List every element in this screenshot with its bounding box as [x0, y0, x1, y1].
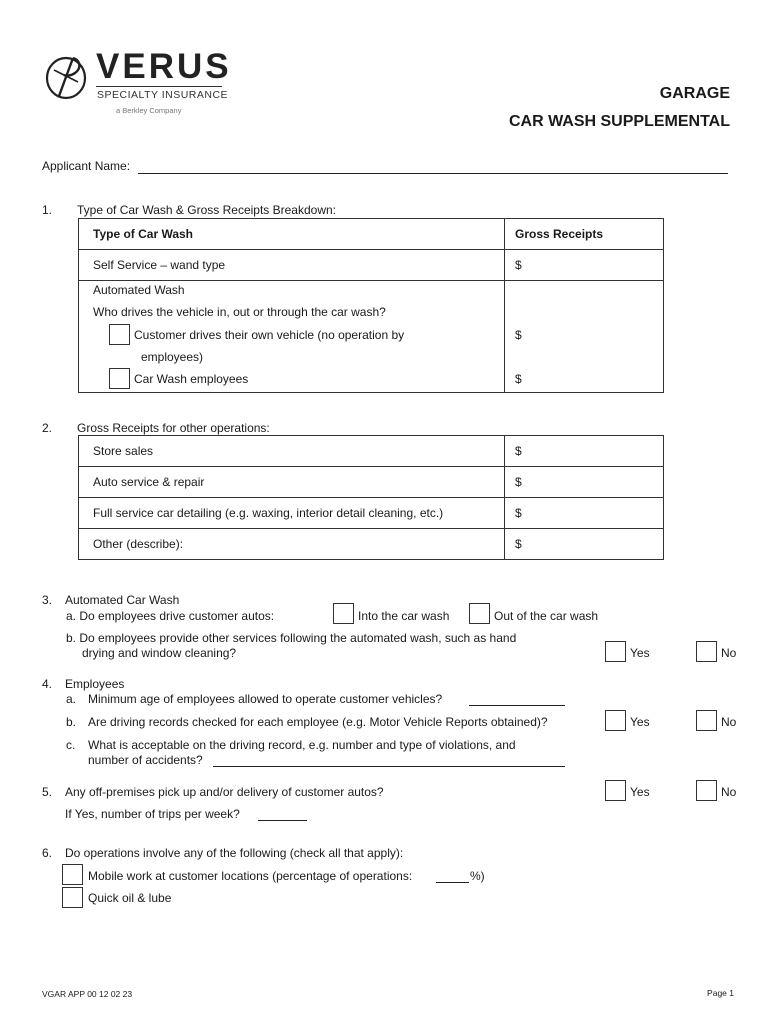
q4b-yes-label: Yes	[630, 715, 650, 729]
q5-no-label: No	[721, 785, 737, 799]
q1-text: Type of Car Wash & Gross Receipts Breakdown:	[77, 203, 336, 217]
q4b-text: Are driving records checked for each employee (e.g. Motor Vehicle Reports obtained)?	[88, 715, 548, 729]
q5-text: Any off-premises pick up and/or delivery of customer autos?	[65, 785, 384, 799]
who-drives-question: Who drives the vehicle in, out or through the car wash?	[93, 305, 386, 319]
row-automated-wash	[79, 281, 505, 393]
q5-yes-checkbox[interactable]	[605, 780, 626, 801]
q3b-text-cont: drying and window cleaning?	[82, 646, 237, 660]
q4a-text: Minimum age of employees allowed to operate customer vehicles?	[88, 692, 443, 706]
other-operations-table	[78, 435, 664, 560]
customer-drives-checkbox[interactable]	[109, 324, 130, 345]
q4c-text: What is acceptable on the driving record, e.g. number and type of violations, and	[88, 738, 516, 752]
row-automated-wash-amounts	[505, 281, 664, 393]
row-full-service-detailing-amount[interactable]: $	[505, 498, 664, 529]
row-self-service-amount[interactable]: $	[505, 250, 664, 281]
row-full-service-detailing: Full service car detailing (e.g. waxing, interior detail cleaning, etc.)	[79, 498, 505, 529]
q6-number: 6.	[42, 846, 53, 860]
mobile-percentage-field[interactable]	[436, 882, 469, 883]
q4b-no-checkbox[interactable]	[696, 710, 717, 731]
mobile-work-label: Mobile work at customer locations (percentage of operations:	[88, 869, 413, 883]
applicant-name-label: Applicant Name:	[42, 159, 131, 173]
car-wash-employees-label: Car Wash employees	[134, 372, 249, 386]
q3b-yes-label: Yes	[630, 646, 650, 660]
company-parent-text: a Berkley Company	[116, 106, 182, 115]
trips-per-week-field[interactable]	[258, 820, 307, 821]
mobile-work-checkbox[interactable]	[62, 864, 83, 885]
form-title-line2: CAR WASH SUPPLEMENTAL	[508, 113, 730, 130]
row-store-sales: Store sales	[79, 436, 505, 467]
out-of-car-wash-checkbox[interactable]	[469, 603, 490, 624]
q4b-label: b.	[66, 715, 77, 729]
form-title-line1: GARAGE	[659, 85, 730, 102]
car-wash-employees-amount[interactable]: $	[515, 372, 522, 386]
q5-no-checkbox[interactable]	[696, 780, 717, 801]
out-of-car-wash-label: Out of the car wash	[494, 609, 599, 623]
q4b-no-label: No	[721, 715, 737, 729]
row-auto-service-amount[interactable]: $	[505, 467, 664, 498]
page-number: Page 1	[707, 988, 734, 998]
applicant-name-field[interactable]	[138, 173, 728, 174]
into-car-wash-checkbox[interactable]	[333, 603, 354, 624]
car-wash-employees-checkbox[interactable]	[109, 368, 130, 389]
q3-text: Automated Car Wash	[65, 593, 180, 607]
row-store-sales-amount[interactable]: $	[505, 436, 664, 467]
company-logo-subtitle: SPECIALTY INSURANCE	[97, 89, 229, 101]
q4-text: Employees	[65, 677, 125, 691]
driving-record-field[interactable]	[213, 766, 565, 767]
q2-number: 2.	[42, 421, 53, 435]
customer-drives-label-cont: employees)	[141, 350, 204, 364]
q3-number: 3.	[42, 593, 53, 607]
car-wash-type-table	[78, 218, 664, 393]
customer-drives-amount[interactable]: $	[515, 328, 522, 342]
quick-oil-label: Quick oil & lube	[88, 891, 172, 905]
row-auto-service: Auto service & repair	[79, 467, 505, 498]
q4b-yes-checkbox[interactable]	[605, 710, 626, 731]
q4-number: 4.	[42, 677, 53, 691]
table-header-gross-receipts: Gross Receipts	[505, 219, 664, 250]
verus-logo-mark-icon	[42, 52, 92, 102]
quick-oil-checkbox[interactable]	[62, 887, 83, 908]
q3b-no-checkbox[interactable]	[696, 641, 717, 662]
table-header-type: Type of Car Wash	[79, 219, 505, 250]
q4a-label: a.	[66, 692, 77, 706]
q6-text: Do operations involve any of the following (check all that apply):	[65, 846, 404, 860]
q3b-no-label: No	[721, 646, 737, 660]
q3b-yes-checkbox[interactable]	[605, 641, 626, 662]
q5-number: 5.	[42, 785, 53, 799]
customer-drives-label: Customer drives their own vehicle (no operation by	[134, 328, 405, 342]
q1-number: 1.	[42, 203, 53, 217]
form-number: VGAR APP 00 12 02 23	[42, 989, 133, 999]
q2-text: Gross Receipts for other operations:	[77, 421, 270, 435]
row-self-service-label: Self Service – wand type	[79, 250, 505, 281]
q3b-text: b. Do employees provide other services following the automated wash, such as hand	[66, 631, 517, 645]
into-car-wash-label: Into the car wash	[358, 609, 450, 623]
q5-yes-label: Yes	[630, 785, 650, 799]
row-other-describe[interactable]: Other (describe):	[79, 529, 505, 560]
q4c-text-cont: number of accidents?	[88, 753, 203, 767]
logo-divider	[96, 86, 222, 87]
automated-wash-label: Automated Wash	[93, 283, 185, 297]
row-other-amount[interactable]: $	[505, 529, 664, 560]
q5-trips-text: If Yes, number of trips per week?	[65, 807, 240, 821]
mobile-work-label-end: %)	[470, 869, 485, 883]
minimum-age-field[interactable]	[469, 705, 565, 706]
q4c-label: c.	[66, 738, 76, 752]
q3a-text: a. Do employees drive customer autos:	[66, 609, 275, 623]
company-logo-name: VERUS	[96, 47, 232, 86]
